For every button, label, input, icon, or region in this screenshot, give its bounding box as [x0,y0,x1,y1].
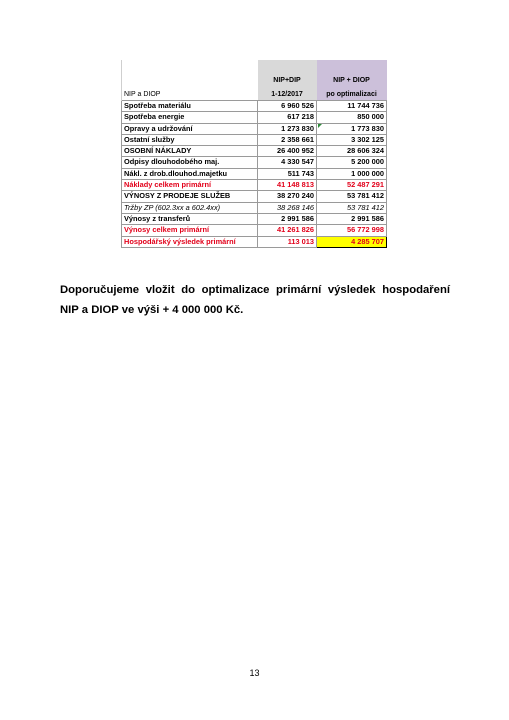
cost-table-container [121,60,386,248]
value-optimized: 53 781 412 [317,202,387,213]
col2-header-line2: po optimalizaci [317,86,387,101]
table-row-result [122,236,387,247]
value-2017: 4 330 547 [258,157,317,168]
row-label: VÝNOSY Z PRODEJE SLUŽEB [122,191,258,202]
col1-header-line2: 1-12/2017 [258,86,317,101]
page-number: 13 [249,668,260,678]
header-blank-cell [122,60,258,86]
row-label: Opravy a udržování [122,123,258,134]
value-2017: 617 218 [258,112,317,123]
value-2017: 38 268 146 [258,202,317,213]
recommendation-paragraph: Doporučujeme vložit do optimalizace primární výsledek hospodaření NIP a DIOP ve výši + 4 000 000 Kč. [60,284,450,317]
value-optimized-highlighted: 4 285 707 [317,236,387,247]
value-2017: 41 148 813 [258,180,317,191]
row-label: Tržby ZP (602.3xx a 602.4xx) [122,202,258,213]
col1-header-line1: NIP+DIP [258,60,317,86]
cost-table [121,60,387,248]
value-2017: 2 358 661 [258,134,317,145]
value-optimized: 52 487 291 [317,180,387,191]
table-row [122,168,387,179]
value-optimized: 2 991 586 [317,213,387,224]
table-header-row-1 [122,60,387,86]
table-row-subitem [122,202,387,213]
row-label: Spotřeba energie [122,112,258,123]
table-row [122,213,387,224]
value-optimized: 5 200 000 [317,157,387,168]
value-2017: 41 261 826 [258,225,317,236]
value-optimized: 1 000 000 [317,168,387,179]
value-optimized: 11 744 736 [317,101,387,112]
table-header-row-2 [122,86,387,101]
value-2017: 1 273 830 [258,123,317,134]
value-optimized: 53 781 412 [317,191,387,202]
value-optimized: 28 606 324 [317,146,387,157]
row-label: Náklady celkem primární [122,180,258,191]
row-label: OSOBNÍ NÁKLADY [122,146,258,157]
row-label: Výnosy z transferů [122,213,258,224]
value-2017: 2 991 586 [258,213,317,224]
value-optimized: 56 772 998 [317,225,387,236]
row-label: Hospodářský výsledek primární [122,236,258,247]
value-2017: 113 013 [258,236,317,247]
col2-header-line1: NIP + DIOP [317,60,387,86]
value-optimized: 1 773 830 [317,123,387,134]
table-row [122,101,387,112]
value-optimized: 850 000 [317,112,387,123]
table-row [122,134,387,145]
row-label: Ostatní služby [122,134,258,145]
value-2017: 26 400 952 [258,146,317,157]
row-header-label: NIP a DIOP [122,86,258,101]
table-row [122,123,387,134]
row-label: Spotřeba materiálu [122,101,258,112]
value-2017: 38 270 240 [258,191,317,202]
row-label: Výnosy celkem primární [122,225,258,236]
value-2017: 511 743 [258,168,317,179]
row-label: Odpisy dlouhodobého maj. [122,157,258,168]
table-row-total-revenues [122,225,387,236]
table-row [122,112,387,123]
table-row [122,157,387,168]
value-optimized: 3 302 125 [317,134,387,145]
table-row [122,191,387,202]
table-row [122,146,387,157]
table-row-total-costs [122,180,387,191]
row-label: Nákl. z drob.dlouhod.majetku [122,168,258,179]
value-2017: 6 960 526 [258,101,317,112]
